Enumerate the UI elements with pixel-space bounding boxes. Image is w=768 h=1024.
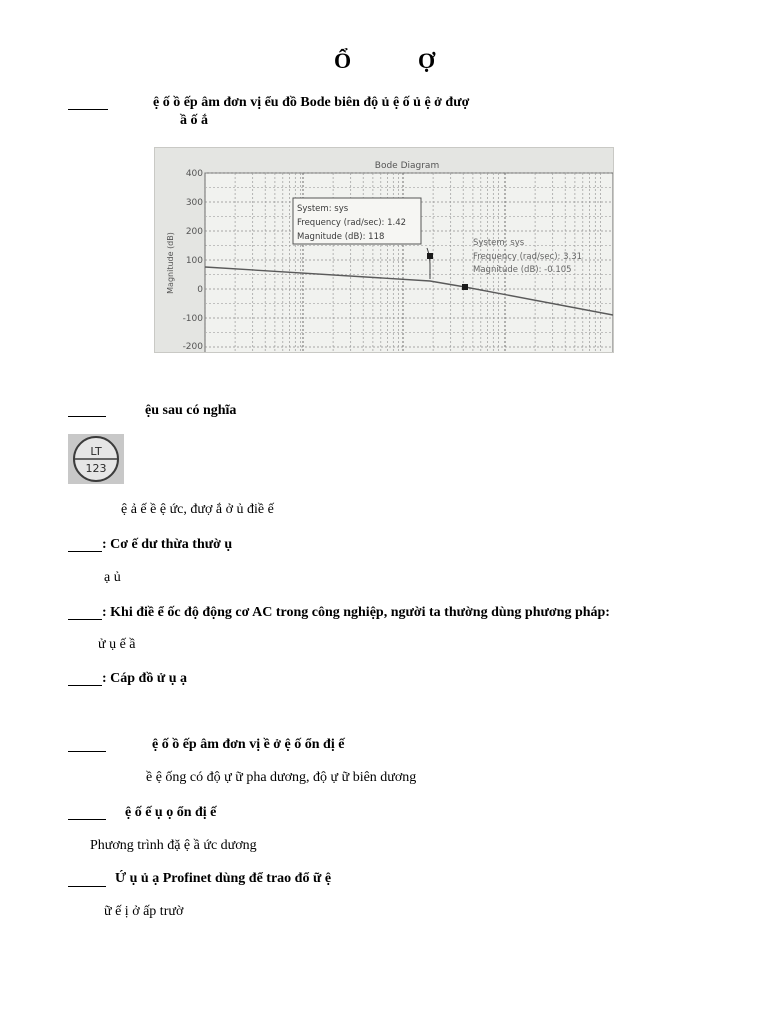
question-8-text: Ứ ụ ủ ạ Profinet dùng để trao đổ ữ ệ [115,871,332,886]
answer-blank-q8 [68,886,106,887]
question-2-text: ệu sau có nghĩa [145,403,237,418]
tooltip1-magnitude: Magnitude (dB): 118 [297,232,385,242]
answer-6-text: ề ệ ống có độ ự ữ pha dương, độ ự ữ biên dương [146,770,417,785]
bode-y-tick: 400 [185,169,203,179]
answer-3-text: ạ ủ [104,570,121,585]
tooltip1-system: System: sys [297,204,349,214]
answer-blank-q6 [68,751,106,752]
page-title-left: Ổ [334,48,352,73]
data-marker-2 [462,284,468,290]
bode-y-tick: 0 [197,285,203,295]
data-marker-1 [427,253,433,259]
bode-y-tick: 200 [185,227,203,237]
bode-y-tick: -200 [182,342,203,352]
answer-4-text: ử ụ ế ầ [98,637,136,652]
symbol-line2: 123 [85,462,107,475]
question-6-text: ệ ố ồ ếp âm đơn vị ề ở ệ ố ổn đị ế [152,737,345,752]
tooltip2-frequency: Frequency (rad/sec): 3.31 [473,252,583,262]
symbol-line1: LT [90,445,102,458]
bode-y-tick: -100 [182,314,203,324]
question-1-text: ệ ố ồ ếp âm đơn vị ểu đồ Bode biên độ ủ ệ ố ủ ệ ở đượ [153,95,470,110]
bode-y-axis-label: Magnitude (dB) [166,232,175,294]
answer-blank-q5 [68,685,102,686]
bode-y-tick: 100 [185,256,203,266]
bode-diagram-image [154,147,614,353]
tooltip1-frequency: Frequency (rad/sec): 1.42 [297,218,407,228]
bode-chart-title: Bode Diagram [374,161,440,171]
answer-8-text: ữ ế ị ở ấp trườ [104,904,184,919]
answer-blank-q4 [68,619,102,620]
tooltip2-system: System: sys [473,238,525,248]
bode-y-tick: 300 [185,198,203,208]
question-5-text: : Cáp đồ ử ụ ạ [102,671,188,686]
lt-123-symbol-image [68,434,124,484]
page-title-right: Ợ [418,48,436,73]
tooltip2-magnitude: Magnitude (dB): -0.105 [473,265,572,275]
answer-7-text: Phương trình đặ ệ ầ ức dương [90,838,257,853]
answer-blank-q7 [68,819,106,820]
question-1-text-line2: ầ ố ắ [180,113,208,128]
question-3-text: : Cơ ế dư thừa thườ ụ [102,537,233,552]
answer-blank-q3 [68,551,102,552]
answer-blank-q1 [68,109,108,110]
answer-blank-q2 [68,416,106,417]
answer-2-text: ệ ả ế ề ệ ức, đượ ắ ở ủ điề ế [121,502,274,517]
question-7-text: ệ ố ế ụ ọ ổn đị ế [125,805,217,820]
question-4-text: : Khi điề ể ốc độ động cơ AC trong công nghiệp, người ta thường dùng phương pháp: [102,605,610,620]
